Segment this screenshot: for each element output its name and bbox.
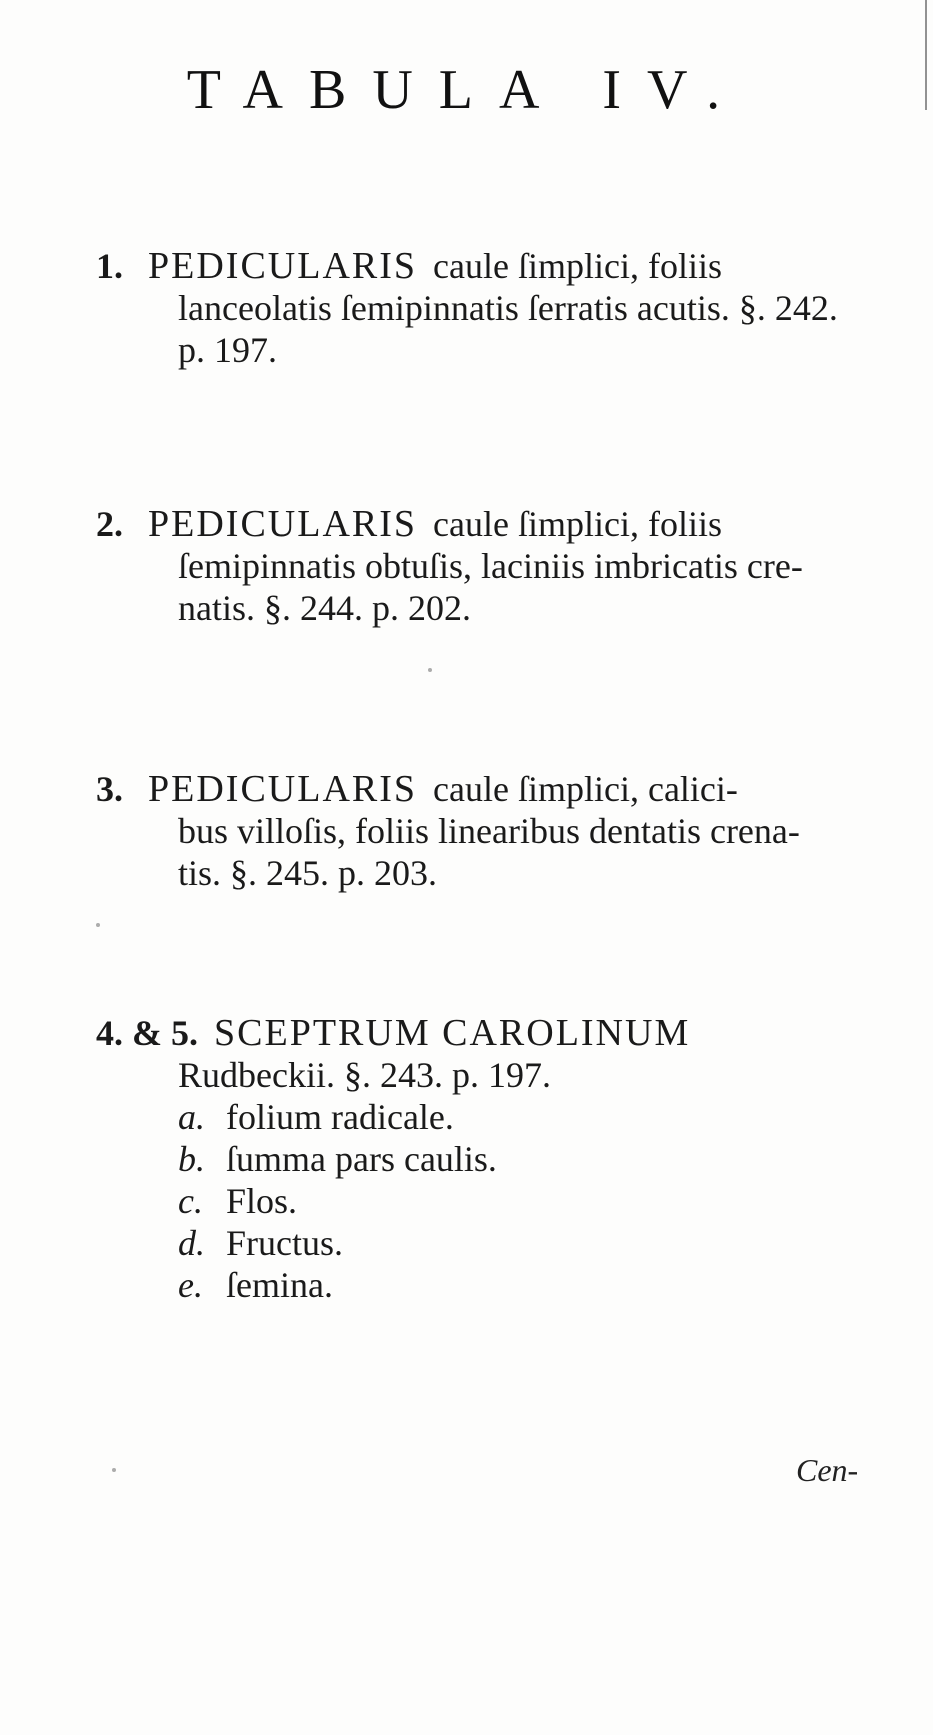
entry-reference-line: Rudbeckii. §. 243. p. 197.: [178, 1055, 551, 1095]
entry-lead-line: [96, 1012, 876, 1054]
legend-letter: c.: [178, 1181, 203, 1221]
entry-description: caule ſimplici, foliis: [433, 246, 722, 286]
entry-number: 4. & 5.: [96, 1013, 198, 1053]
figure-legend-item: [96, 1180, 876, 1222]
catchword: Cen-: [796, 1452, 859, 1488]
ink-speck: [96, 923, 100, 927]
entry-genus: PEDICULARIS: [148, 245, 418, 287]
entry-genus: PEDICULARIS: [148, 768, 418, 810]
legend-letter: e.: [178, 1265, 203, 1305]
entry-genus: PEDICULARIS: [148, 503, 418, 545]
plate-entry-1: [96, 245, 876, 371]
entry-continuation-line: lanceolatis ſemipinnatis ſerratis acutis. §. 242.: [178, 288, 838, 328]
ink-speck: [428, 668, 432, 672]
entry-description: caule ſimplici, foliis: [433, 504, 722, 544]
legend-letter: b.: [178, 1139, 205, 1179]
entry-continuation-line: ſemipinnatis obtuſis, laciniis imbricatis cre-: [178, 546, 803, 586]
figure-legend-item: [96, 1138, 876, 1180]
page-title: TABULA IV.: [186, 59, 747, 121]
entry-genus: SCEPTRUM CAROLINUM: [214, 1012, 691, 1054]
figure-legend-item: [96, 1096, 876, 1138]
legend-text: ſemina.: [226, 1265, 333, 1305]
legend-letter: a.: [178, 1097, 205, 1137]
plate-entry-3: [96, 768, 876, 894]
plate-entry-2: [96, 503, 876, 629]
entry-continuation-line: bus villoſis, foliis linearibus dentatis crena-: [178, 811, 800, 851]
entry-lead-line: [96, 503, 876, 545]
legend-text: ſumma pars caulis.: [226, 1139, 497, 1179]
entry-lead-line: [96, 245, 876, 287]
entry-reference-line: p. 197.: [178, 330, 277, 370]
legend-text: Flos.: [226, 1181, 298, 1221]
legend-text: Fructus.: [226, 1223, 343, 1263]
legend-text: folium radicale.: [226, 1097, 454, 1137]
legend-letter: d.: [178, 1223, 205, 1263]
entry-number: 3.: [96, 769, 123, 809]
figure-legend-item: [96, 1222, 876, 1264]
entry-lead-line: [96, 768, 876, 810]
entry-number: 1.: [96, 246, 123, 286]
entry-number: 2.: [96, 504, 123, 544]
ink-speck: [112, 1468, 116, 1472]
entry-reference-line: tis. §. 245. p. 203.: [178, 853, 438, 893]
entry-reference-line: natis. §. 244. p. 202.: [178, 588, 471, 628]
entry-description: caule ſimplici, calici-: [433, 769, 738, 809]
plate-entry-4-5: [96, 1012, 876, 1306]
figure-legend-item: [96, 1264, 876, 1306]
